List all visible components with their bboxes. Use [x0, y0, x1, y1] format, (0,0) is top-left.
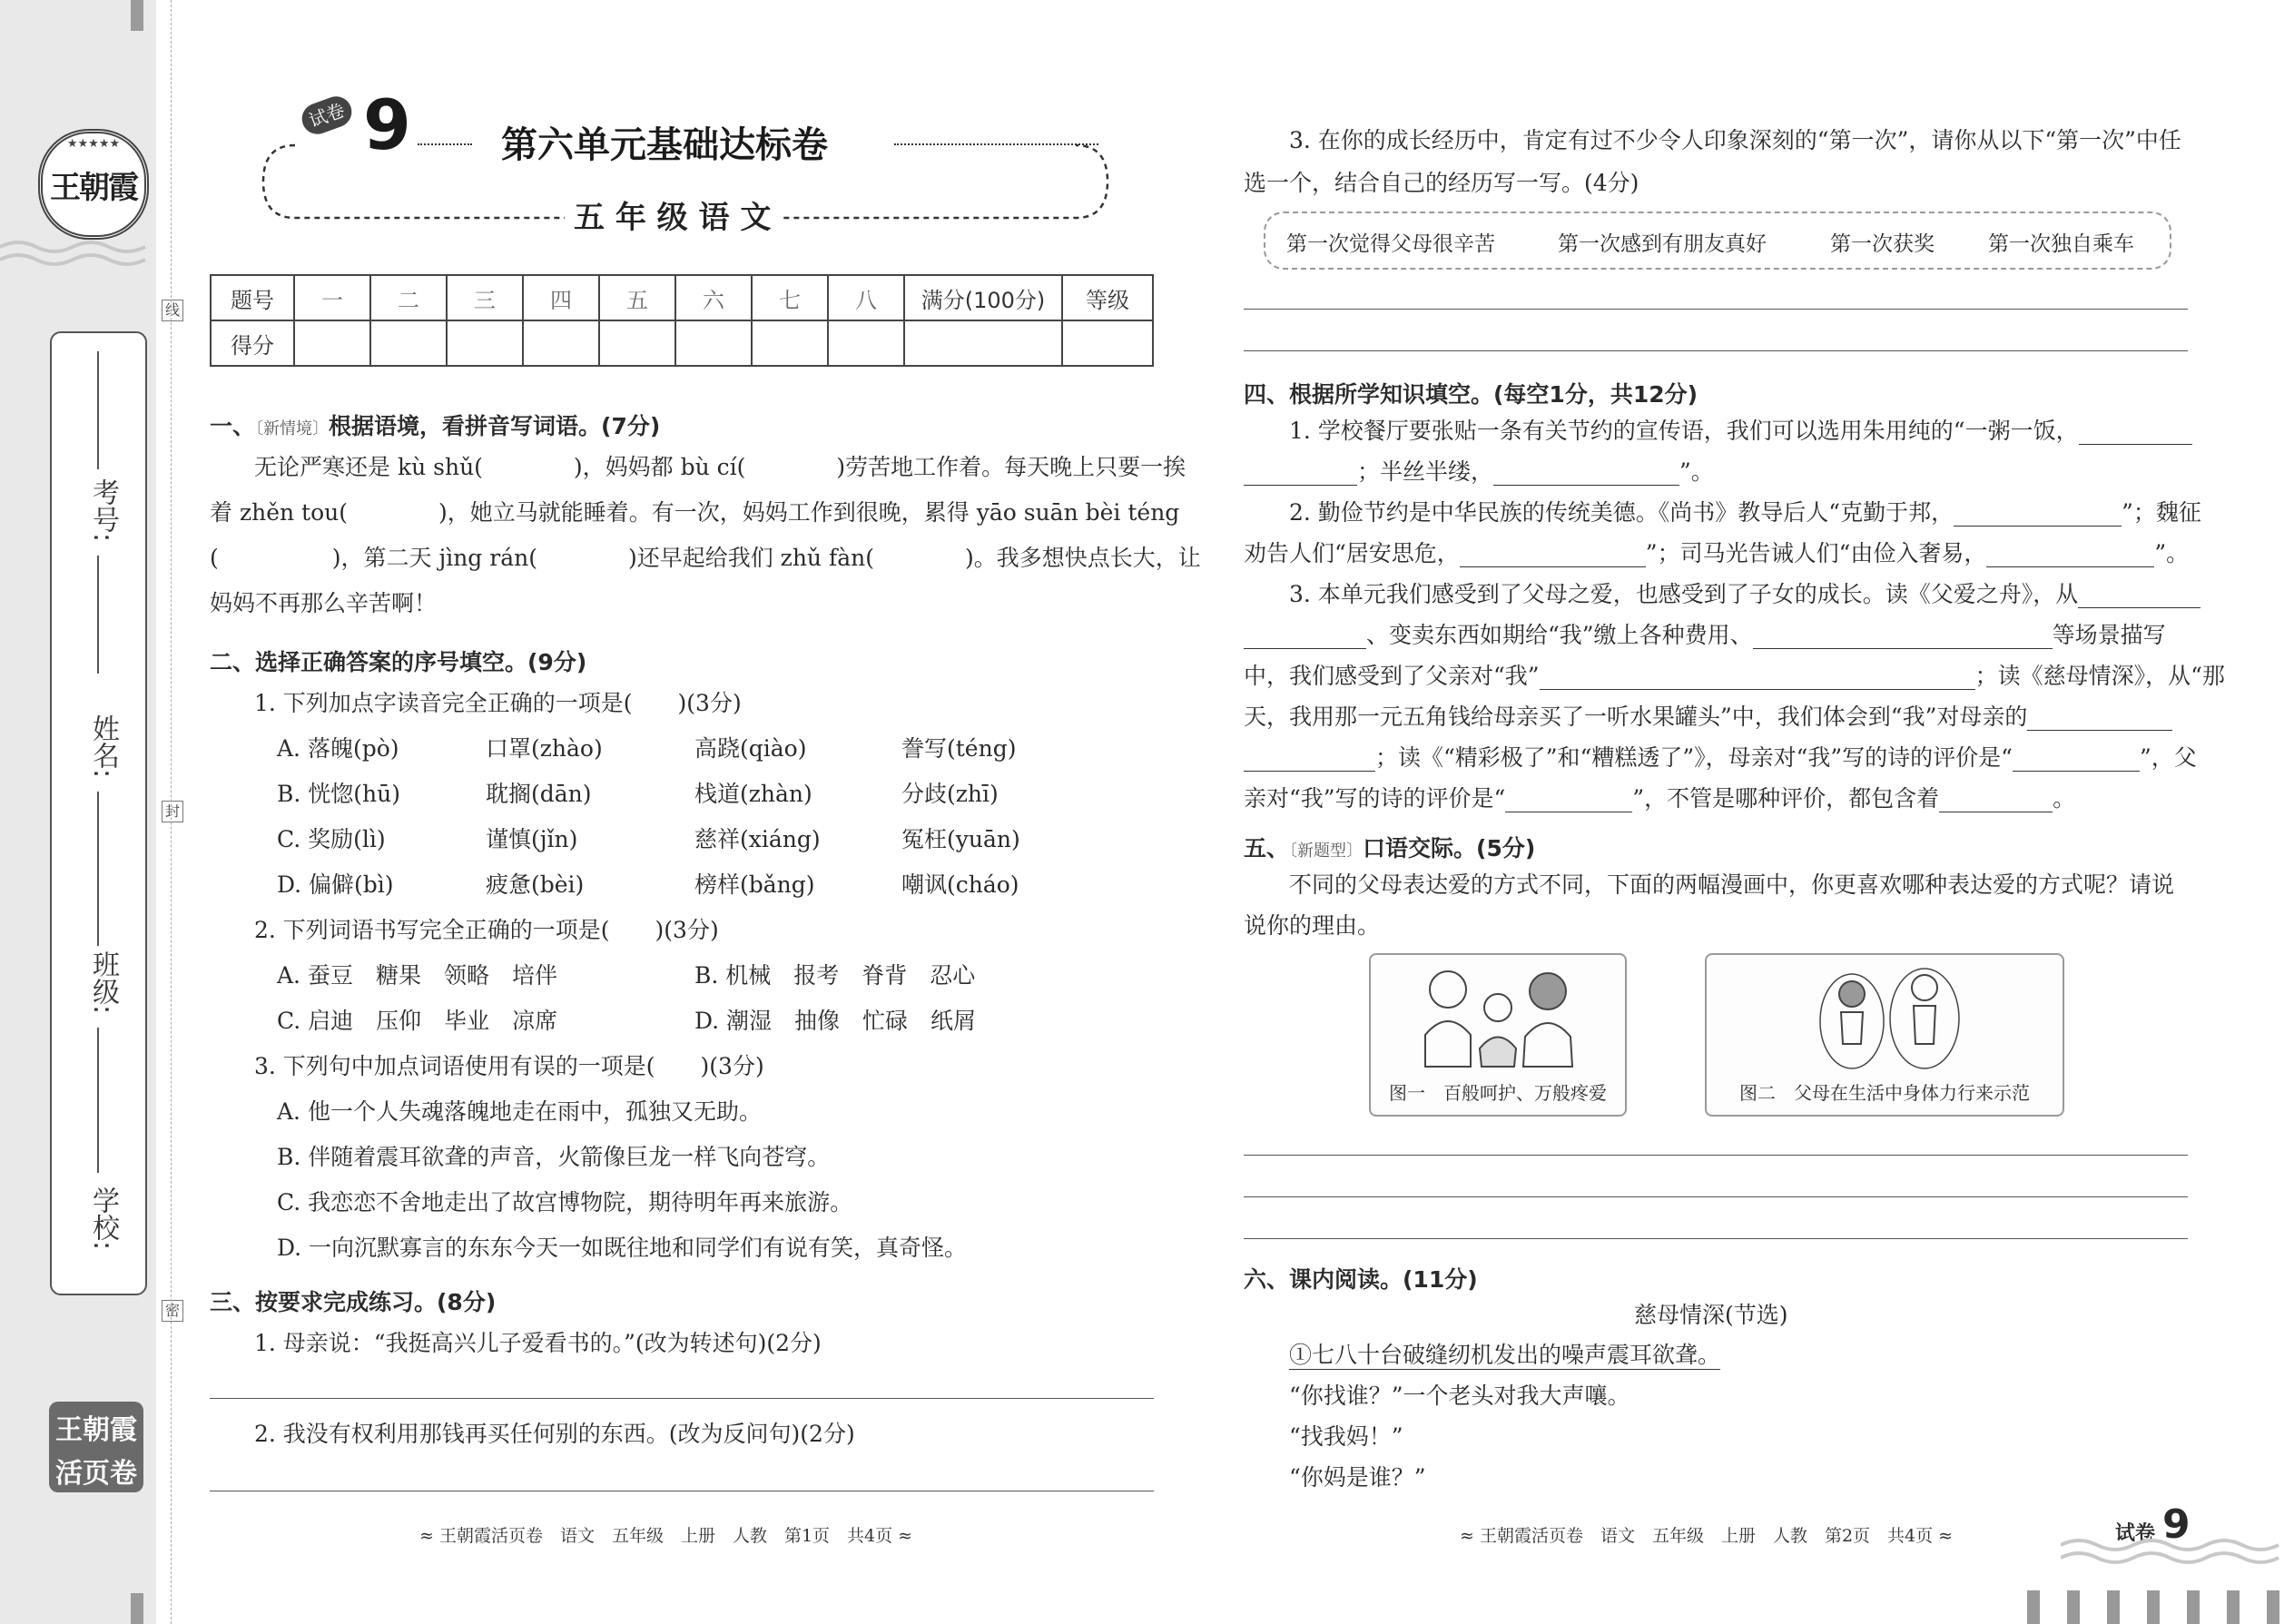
- section-1-title-rest: 根据语境，看拼音写词语。(7分): [329, 413, 661, 439]
- passage-paragraph-4: “你妈是谁？”: [1289, 1464, 1426, 1491]
- q2-3-option-c: C. 我恋恋不舍地走出了故宫博物院，期待明年再来旅游。: [277, 1189, 853, 1216]
- passage-title: 慈母情深(节选): [1634, 1302, 1788, 1328]
- student-info-box: [50, 331, 147, 1295]
- blank[interactable]: [1244, 461, 1357, 486]
- strip-wave-decoration: [0, 238, 156, 274]
- q3-prompt-line-1: 3. 在你的成长经历中，肯定有过不少令人印象深刻的“第一次”，请你从以下“第一次”中任: [1289, 127, 2181, 153]
- score-cell-grade: 等级: [1062, 275, 1153, 320]
- cartoon-2: [1705, 953, 2064, 1117]
- q2-1-option-a2: 口罩(zhào): [486, 735, 603, 762]
- q2-3-stem: 3. 下列句中加点词语使用有误的一项是( )(3分): [254, 1053, 764, 1079]
- strip-top-marker: [131, 0, 143, 31]
- field-kaohao-lower[interactable]: [97, 556, 99, 674]
- s4-line-2-text-a: ；半丝半缕，: [1357, 458, 1494, 485]
- s4-line-9: [1244, 744, 2197, 772]
- field-xingming[interactable]: [97, 792, 99, 946]
- q2-2-option-b: B. 机械 报考 脊背 忍心: [694, 962, 976, 989]
- score-input[interactable]: [752, 320, 828, 366]
- score-cell-q2: 二: [370, 275, 447, 320]
- binding-strip: [0, 0, 180, 1624]
- s4-line-9-text-b: ”，父: [2139, 744, 2197, 771]
- cartoon-1-family-illustration: [1407, 962, 1589, 1071]
- q2-1-option-b4: 分歧(zhī): [901, 781, 999, 807]
- blank[interactable]: [1505, 788, 1632, 812]
- paper-number: 9: [363, 84, 411, 165]
- blank[interactable]: [1753, 625, 2053, 649]
- q3-answer-line-1[interactable]: [1244, 309, 2188, 310]
- score-input[interactable]: [523, 320, 599, 366]
- tab-marker: [2067, 1590, 2080, 1624]
- s4-line-4-text-b: ”；司马光告诫人们“由俭入奢易，: [1645, 540, 1987, 566]
- s4-line-6: [1244, 622, 2166, 649]
- q2-3-option-d: D. 一向沉默寡言的东东今天一如既往地和同学们有说有笑，真奇怪。: [277, 1235, 968, 1261]
- side-logo: [49, 1402, 143, 1492]
- score-cell-q1: 一: [294, 275, 370, 320]
- q2-1-option-d4: 嘲讽(cháo): [901, 871, 1019, 898]
- blank[interactable]: [2027, 706, 2172, 731]
- s4-line-9-text-a: ；读《“精彩极了”和“糟糕透了”》，母亲对“我”写的诗的评价是“: [1375, 744, 2013, 771]
- s5-answer-line-3[interactable]: [1244, 1238, 2188, 1239]
- strip-bottom-marker: [131, 1593, 143, 1624]
- q3-prompt-line-2: 选一个，结合自己的经历写一写。(4分): [1244, 170, 1639, 196]
- s4-line-7-text-a: 中，我们感受到了父亲对“我”: [1244, 663, 1540, 689]
- q2-1-option-b2: 耽搁(dān): [486, 781, 592, 807]
- score-table-score-row: [211, 320, 1153, 366]
- cartoon-2-caption: 图二 父母在生活中身体力行来示范: [1739, 1082, 2030, 1104]
- left-page-footer: ≈ 王朝霞活页卷 语文 五年级 上册 人教 第1页 共4页 ≈: [419, 1526, 913, 1546]
- s4-line-8: [1244, 704, 2172, 731]
- s4-line-3-text-b: ”；魏征: [2122, 499, 2201, 526]
- score-cell-label: 题号: [211, 275, 294, 320]
- paper-title: 第六单元基础达标卷: [501, 124, 828, 166]
- passage-paragraph-2: “你找谁？”一个老头对我大声嚷。: [1289, 1383, 1630, 1409]
- q2-1-option-d3: 榜样(bǎng): [694, 871, 815, 898]
- label-banji: 班级:: [87, 950, 119, 1015]
- s4-line-5-text: 3. 本单元我们感受到了父母之爱，也感受到了子女的成长。读《父爱之舟》，从: [1289, 581, 2079, 607]
- q3-1-stem: 1. 母亲说：“我挺高兴儿子爱看书的。”(改为转述句)(2分): [254, 1330, 822, 1356]
- new-question-type-tag: 〔新题型〕: [1289, 842, 1364, 861]
- seal-text: 王朝霞: [50, 170, 137, 206]
- q3-1-answer-line[interactable]: [210, 1398, 1154, 1399]
- score-table: [210, 274, 1154, 367]
- section-5-title-rest: 口语交际。(5分): [1363, 835, 1536, 861]
- s4-line-7-text-b: ；读《慈母情深》，从“那: [1974, 663, 2225, 689]
- passage-paragraph-1: ①七八十台破缝纫机发出的噪声震耳欲聋。: [1289, 1342, 1721, 1368]
- s5-answer-line-1[interactable]: [1244, 1155, 2188, 1156]
- score-input[interactable]: [675, 320, 752, 366]
- passage-paragraph-3: “找我妈！”: [1289, 1423, 1403, 1450]
- paper-subtitle: 五 年 级 语 文: [565, 192, 780, 237]
- s4-line-6-text-b: 等场景描写: [2052, 622, 2166, 648]
- q2-3-option-a: A. 他一个人失魂落魄地走在雨中，孤独又无助。: [277, 1098, 762, 1125]
- section-4-title: 四、根据所学知识填空。(每空1分，共12分): [1244, 381, 1698, 408]
- blank[interactable]: [1540, 665, 1975, 690]
- q2-2-option-d: D. 潮湿 抽像 忙碌 纸屑: [694, 1008, 977, 1034]
- binding-mark-feng: 封: [162, 801, 183, 822]
- score-input[interactable]: [447, 320, 523, 366]
- field-banji[interactable]: [97, 1028, 99, 1173]
- corner-paper-number: 9: [2162, 1501, 2191, 1548]
- bottom-tab-markers: [2027, 1590, 2294, 1624]
- section-1-line-3: ( )，第二天 jìng rán( )还早起给我们 zhǔ fàn( )。我多想快点长大，让: [210, 545, 1201, 571]
- right-page-footer: ≈ 王朝霞活页卷 语文 五年级 上册 人教 第2页 共4页 ≈: [1460, 1526, 1954, 1546]
- tab-marker: [2267, 1590, 2279, 1624]
- blank[interactable]: [1954, 502, 2122, 527]
- q2-1-stem: 1. 下列加点字读音完全正确的一项是( )(3分): [254, 690, 742, 716]
- blank[interactable]: [1493, 461, 1679, 486]
- s4-line-8-text: 天，我用那一元五角钱给母亲买了一听水果罐头”中，我们体会到“我”对母亲的: [1244, 704, 2028, 730]
- s4-line-10: [1244, 785, 2075, 812]
- tab-marker: [2147, 1590, 2160, 1624]
- topic-chip-3: 第一次获奖: [1830, 232, 1935, 256]
- tab-marker: [2107, 1590, 2120, 1624]
- tab-marker: [2227, 1590, 2240, 1624]
- section-2-title: 二、选择正确答案的序号填空。(9分): [210, 649, 587, 675]
- q2-1-option-a1: A. 落魄(pò): [277, 735, 399, 762]
- section-1-line-2: 着 zhěn tou( )，她立马就能睡着。有一次，妈妈工作到很晚，累得 yāo suān bèi téng: [210, 499, 1180, 526]
- blank[interactable]: [1244, 625, 1366, 649]
- header-badge: [298, 92, 356, 138]
- s4-line-1: [1289, 418, 2192, 445]
- binding-mark-mi: 密: [162, 1300, 183, 1322]
- s5-line-2: 说你的理由。: [1244, 912, 1381, 939]
- grade-input[interactable]: [1062, 320, 1153, 366]
- score-input[interactable]: [294, 320, 370, 366]
- q2-1-option-a3: 高跷(qiào): [694, 735, 807, 762]
- brand-seal: [38, 129, 149, 240]
- section-3-title: 三、按要求完成练习。(8分): [210, 1289, 497, 1315]
- s4-line-4: [1244, 540, 2189, 567]
- label-xingming: 姓名:: [87, 714, 119, 779]
- tab-marker: [2187, 1590, 2200, 1624]
- corner-wave-decoration: [2061, 1534, 2294, 1570]
- s4-line-6-text-a: 、变卖东西如期给“我”缴上各种费用、: [1366, 622, 1753, 648]
- section-1-line-1: 无论严寒还是 kù shǔ( )，妈妈都 bù cí( )劳苦地工作着。每天晚上只要一挨: [254, 454, 1186, 480]
- blank[interactable]: [2079, 420, 2192, 445]
- score-table-header-row: [211, 275, 1153, 320]
- q2-1-option-c4: 冤枉(yuān): [901, 826, 1020, 852]
- section-1-line-4: 妈妈不再那么辛苦啊！: [210, 590, 438, 616]
- section-6-title: 六、课内阅读。(11分): [1244, 1266, 1478, 1293]
- field-kaohao[interactable]: [97, 351, 99, 469]
- seal-stars: ★★★★★: [66, 137, 121, 151]
- cartoon-1-caption: 图一 百般呵护、万般疼爱: [1389, 1082, 1607, 1104]
- q2-1-option-d2: 疲惫(bèi): [486, 871, 585, 898]
- cartoon-2-jump-rope-illustration: [1797, 962, 1979, 1071]
- q2-2-option-a: A. 蚕豆 糖果 领略 培伴: [277, 962, 557, 989]
- score-input[interactable]: [370, 320, 447, 366]
- cartoon-1: [1369, 953, 1627, 1117]
- binding-mark-xian: 线: [162, 300, 183, 321]
- s4-line-10-text-b: ”，不管是哪种评价，都包含着: [1632, 785, 1940, 812]
- s4-line-2-text-b: ”。: [1679, 458, 1714, 485]
- q2-1-option-b3: 栈道(zhàn): [694, 781, 812, 807]
- tab-marker: [2027, 1590, 2040, 1624]
- blank[interactable]: [1939, 788, 2053, 812]
- side-logo-line2: 活页卷: [55, 1458, 137, 1490]
- score-cell-q7: 七: [752, 275, 828, 320]
- blank[interactable]: [1986, 543, 2154, 567]
- score-input[interactable]: [599, 320, 675, 366]
- score-cell-q6: 六: [675, 275, 752, 320]
- label-xuexiao: 学校:: [87, 1186, 119, 1251]
- q2-1-option-b1: B. 恍惚(hū): [277, 781, 400, 807]
- s4-line-1-text: 1. 学校餐厅要张贴一条有关节约的宣传语，我们可以选用朱用纯的“一粥一饭，: [1289, 418, 2079, 444]
- q2-1-option-a4: 誊写(téng): [901, 735, 1017, 762]
- q2-2-option-c: C. 启迪 压仰 毕业 凉席: [277, 1008, 558, 1034]
- score-input[interactable]: [828, 320, 904, 366]
- q2-3-option-b: B. 伴随着震耳欲聋的声音，火箭像巨龙一样飞向苍穹。: [277, 1144, 831, 1170]
- s4-line-7: [1244, 663, 2225, 690]
- blank[interactable]: [2078, 584, 2200, 608]
- s5-line-1: 不同的父母表达爱的方式不同，下面的两幅漫画中，你更喜欢哪种表达爱的方式呢？请说: [1289, 871, 2175, 898]
- topic-chip-2: 第一次感到有朋友真好: [1558, 232, 1767, 256]
- s5-answer-line-2[interactable]: [1244, 1196, 2188, 1197]
- section-1-num: 一、: [210, 413, 256, 439]
- s4-line-3: [1289, 499, 2201, 527]
- score-cell-q3: 三: [447, 275, 523, 320]
- new-context-tag: 〔新情境〕: [255, 419, 330, 438]
- binding-line: [171, 0, 172, 1624]
- q2-1-option-c2: 谨慎(jǐn): [486, 826, 578, 852]
- score-cell-q4: 四: [523, 275, 599, 320]
- s4-line-3-text-a: 2. 勤俭节约是中华民族的传统美德。《尚书》教导后人“克勤于邦，: [1289, 499, 1954, 526]
- q2-1-option-d1: D. 偏僻(bì): [277, 871, 394, 898]
- score-row-label: 得分: [211, 320, 294, 366]
- s4-line-10-text-c: 。: [2053, 785, 2076, 812]
- header-badge-text: 试卷: [306, 98, 348, 133]
- section-5-title: [1244, 831, 1535, 863]
- corner-badge-label: 试卷: [2115, 1522, 2156, 1545]
- s4-line-2: [1244, 458, 1714, 486]
- s4-line-5: [1289, 581, 2200, 608]
- label-kaohao: 考号:: [87, 478, 119, 543]
- blank[interactable]: [1244, 747, 1375, 772]
- score-cell-q5: 五: [599, 275, 675, 320]
- s4-line-10-text-a: 亲对“我”写的诗的评价是“: [1244, 785, 1506, 812]
- score-cell-total: 满分(100分): [904, 275, 1062, 320]
- s4-line-4-text-a: 劝告人们“居安思危，: [1244, 540, 1460, 566]
- blank[interactable]: [2013, 747, 2140, 772]
- blank[interactable]: [1460, 543, 1646, 567]
- s4-line-4-text-c: ”。: [2154, 540, 2190, 566]
- q3-2-stem: 2. 我没有权利用那钱再买任何别的东西。(改为反问句)(2分): [254, 1421, 855, 1447]
- q2-2-stem: 2. 下列词语书写完全正确的一项是( )(3分): [254, 917, 719, 943]
- score-cell-q8: 八: [828, 275, 904, 320]
- topic-chip-1: 第一次觉得父母很辛苦: [1286, 232, 1495, 256]
- topic-chip-4: 第一次独自乘车: [1988, 232, 2134, 256]
- side-logo-line1: 王朝霞: [55, 1414, 137, 1446]
- section-1-title: [210, 408, 660, 441]
- q2-1-option-c1: C. 奖励(lì): [277, 826, 386, 852]
- q3-answer-line-2[interactable]: [1244, 350, 2188, 351]
- q2-1-option-c3: 慈祥(xiáng): [694, 826, 821, 852]
- section-5-num: 五、: [1244, 835, 1290, 861]
- score-input[interactable]: [904, 320, 1062, 366]
